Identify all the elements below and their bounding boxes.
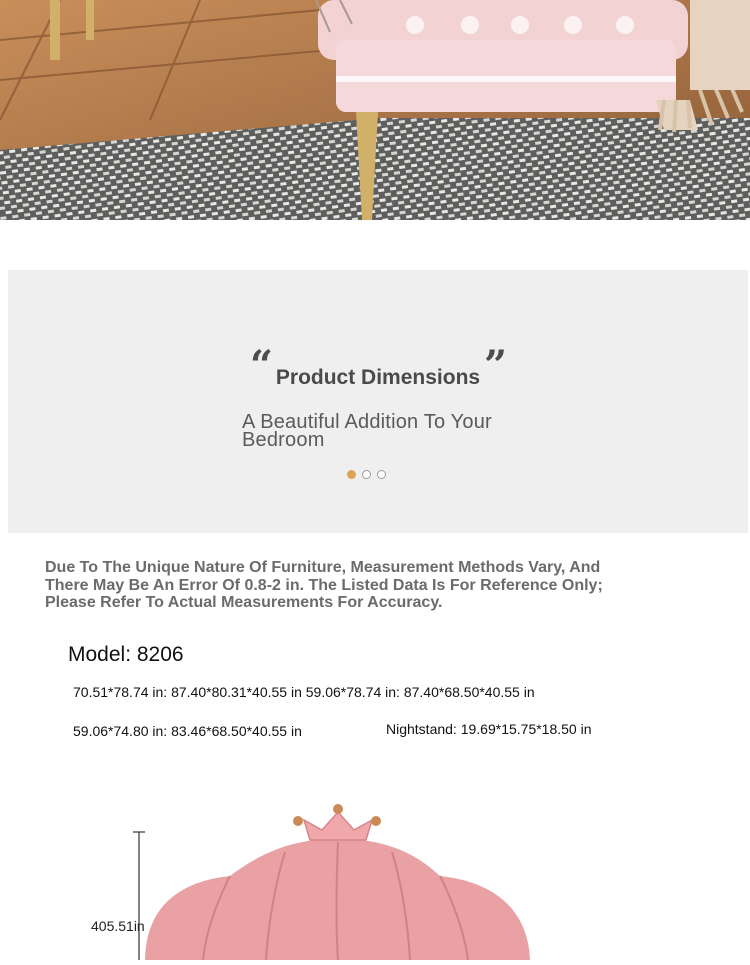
open-quote-mark: “: [250, 342, 274, 389]
model-number: Model: 8206: [68, 643, 184, 666]
nightstand-spec: Nightstand: 19.69*15.75*18.50 in: [386, 721, 592, 737]
carousel-dot-2[interactable]: [362, 470, 371, 479]
carousel-dot-3[interactable]: [377, 470, 386, 479]
close-quote-mark: ”: [484, 342, 508, 389]
banner-title: Product Dimensions: [275, 366, 481, 389]
hero-photo: [0, 0, 750, 220]
carousel-indicators: [347, 470, 386, 479]
measurement-disclaimer: Due To The Unique Nature Of Furniture, Measurement Methods Vary, And There May Be An Error Of 0.8-2 in. The Listed Data Is For Reference Only; Please Refer To Actual Measurements For Accuracy.: [45, 559, 603, 611]
height-dimension-label: 405.51in: [91, 918, 145, 934]
dimensions-banner: [8, 270, 748, 533]
carousel-dot-1[interactable]: [347, 470, 356, 479]
bed-diagram: [0, 790, 750, 960]
spec-line-2: 59.06*74.80 in: 83.46*68.50*40.55 in: [73, 723, 302, 739]
spec-line-1: 70.51*78.74 in: 87.40*80.31*40.55 in 59.06*78.74 in: 87.40*68.50*40.55 in: [73, 684, 535, 700]
banner-subtitle: A Beautiful Addition To Your Bedroom: [242, 411, 492, 451]
